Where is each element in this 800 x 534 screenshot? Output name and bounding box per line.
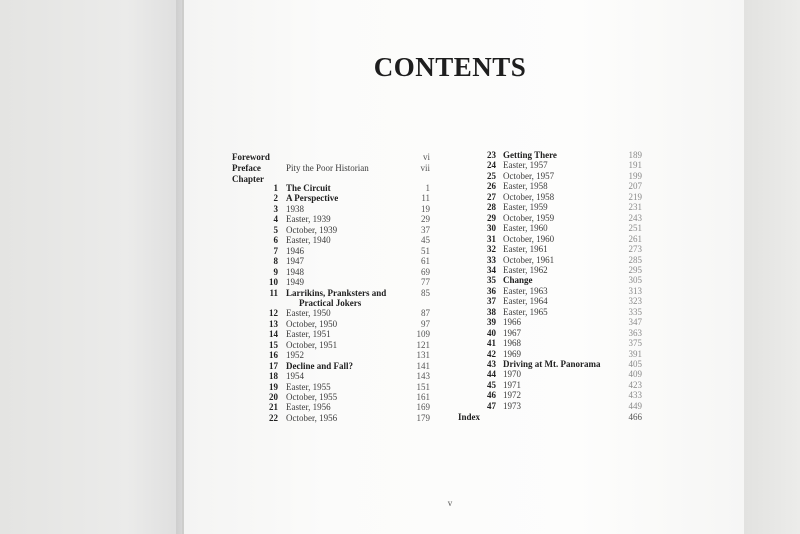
toc-page-number: vi [422, 152, 430, 162]
page-edge [744, 0, 800, 534]
toc-page-number: 29 [421, 214, 430, 225]
toc-page-number: 449 [628, 400, 642, 411]
chapter-title: Easter, 1955 [286, 381, 331, 392]
left-page [0, 0, 182, 534]
toc-page-number: 243 [628, 212, 642, 223]
chapter-title: Easter, 1964 [503, 296, 548, 307]
toc-page-number: 161 [416, 392, 430, 402]
chapter-title: October, 1957 [503, 170, 555, 181]
chapter-number: 42 [487, 348, 496, 359]
chapter-number: 15 [269, 339, 278, 350]
chapter-title: Larrikins, Pranksters and [286, 287, 387, 298]
chapter-title: 1949 [286, 277, 304, 288]
chapter-title: Decline and Fall? [286, 360, 353, 371]
chapter-number: 3 [273, 203, 278, 214]
chapter-number: 45 [487, 379, 496, 390]
chapter-number: 36 [487, 285, 496, 296]
chapter-number: 14 [269, 329, 278, 340]
chapter-title: October, 1961 [503, 254, 555, 265]
chapter-number: 40 [487, 327, 496, 338]
chapter-title: October, 1950 [286, 318, 338, 329]
toc-label: Foreword [232, 152, 270, 162]
toc-label: Preface [232, 163, 261, 173]
toc-page-number: 191 [628, 160, 642, 171]
toc-page-number: 85 [421, 287, 430, 298]
chapter-number: 9 [273, 266, 278, 277]
chapter-title: A Perspective [286, 193, 339, 204]
chapter-number: 30 [487, 223, 496, 234]
chapter-title: Easter, 1957 [503, 160, 548, 171]
chapter-number: 4 [273, 214, 278, 225]
toc-page-number: 347 [628, 317, 642, 328]
toc-page-number: 19 [421, 203, 430, 214]
chapter-number: 46 [487, 390, 496, 401]
chapter-number: 17 [269, 360, 278, 371]
chapter-title: 1967 [503, 327, 521, 338]
chapter-title: 1954 [286, 371, 304, 382]
toc-page-number: 87 [421, 308, 430, 319]
chapter-number: 37 [487, 296, 496, 307]
chapter-number: 23 [487, 150, 496, 160]
chapter-title: Easter, 1951 [286, 329, 331, 340]
chapter-number: 43 [487, 359, 496, 369]
toc-page-number: 131 [416, 350, 430, 361]
toc-page-number: 251 [628, 223, 642, 234]
toc-page-number: 69 [421, 266, 430, 277]
chapter-number: 12 [269, 308, 278, 319]
toc-page-number: 423 [628, 379, 642, 390]
chapter-number: 33 [487, 254, 496, 265]
toc-page-number: 199 [628, 170, 642, 181]
chapter-title: 1969 [503, 348, 521, 359]
toc-page-number: 77 [421, 277, 430, 288]
toc-page-number: 189 [628, 150, 642, 160]
chapter-number: 38 [487, 306, 496, 317]
toc-page-number: 219 [628, 191, 642, 202]
toc-page-number: 466 [628, 412, 642, 422]
toc-page-number: 121 [416, 339, 430, 350]
toc-page-number: 169 [416, 402, 430, 413]
folio-page-number: v [447, 498, 453, 508]
toc-page-number: 273 [628, 244, 642, 255]
chapter-title: Easter, 1950 [286, 308, 331, 319]
toc-page-number: 313 [628, 285, 642, 296]
toc-page-number: 207 [628, 181, 642, 192]
chapter-number: 2 [273, 193, 278, 204]
chapter-title: Getting There [503, 150, 557, 160]
toc-page-number: 231 [628, 202, 642, 213]
chapter-title-continued: Practical Jokers [299, 297, 362, 308]
toc-label: Index [458, 412, 481, 422]
toc-page-number: 141 [416, 360, 430, 371]
chapter-title: 1970 [503, 369, 521, 380]
chapter-number: 8 [273, 256, 278, 267]
chapter-title: 1952 [286, 350, 304, 361]
toc-page-number: 45 [421, 235, 430, 246]
toc-page-number: 51 [421, 245, 430, 256]
chapter-number: 34 [487, 264, 496, 275]
toc-page-number: vii [420, 163, 430, 173]
chapter-title: 1938 [286, 203, 304, 214]
chapter-number: 28 [487, 202, 496, 213]
toc-page-number: 409 [628, 369, 642, 380]
chapter-number: 7 [273, 245, 278, 256]
chapter-title: Change [503, 275, 533, 286]
chapter-number: 26 [487, 181, 496, 192]
toc-page-number: 295 [628, 264, 642, 275]
toc-page-number: 305 [628, 275, 642, 286]
chapter-number: 1 [273, 183, 278, 193]
toc-page-number: 335 [628, 306, 642, 317]
chapter-title: 1948 [286, 266, 304, 277]
chapter-title: October, 1956 [286, 412, 338, 423]
chapter-number: 6 [273, 235, 278, 246]
chapter-number: 21 [269, 402, 278, 413]
chapter-number: 41 [487, 338, 496, 349]
chapter-title: Easter, 1939 [286, 214, 331, 225]
toc-page-number: 37 [421, 224, 430, 235]
chapter-number: 29 [487, 212, 496, 223]
chapter-title: The Circuit [286, 183, 331, 193]
chapter-number: 32 [487, 244, 496, 255]
toc-title: Pity the Poor Historian [286, 163, 369, 173]
chapter-number: 16 [269, 350, 278, 361]
chapter-title: October, 1959 [503, 212, 555, 223]
chapter-title: Easter, 1960 [503, 223, 548, 234]
chapter-title: 1968 [503, 338, 521, 349]
toc-page-number: 11 [421, 193, 430, 204]
chapter-number: 44 [487, 369, 496, 380]
toc-page-number: 109 [416, 329, 430, 340]
toc-page-number: 433 [628, 390, 642, 401]
toc-page-number: 151 [416, 381, 430, 392]
toc-page-number: 1 [425, 183, 430, 193]
chapter-title: Easter, 1965 [503, 306, 548, 317]
chapter-title: 1947 [286, 256, 304, 267]
chapter-title: Easter, 1962 [503, 264, 548, 275]
chapter-title: October, 1958 [503, 191, 555, 202]
chapter-title: Easter, 1940 [286, 235, 331, 246]
chapter-title: 1972 [503, 390, 521, 401]
chapter-title: Easter, 1963 [503, 285, 548, 296]
chapter-title: Easter, 1958 [503, 181, 548, 192]
chapter-number: 24 [487, 160, 496, 171]
chapter-number: 5 [273, 224, 278, 235]
chapter-number: 39 [487, 317, 496, 328]
chapter-title: October, 1951 [286, 339, 338, 350]
chapter-number: 27 [487, 191, 496, 202]
toc-page-number: 285 [628, 254, 642, 265]
chapter-title: Easter, 1959 [503, 202, 548, 213]
chapter-number: 35 [487, 275, 496, 286]
chapter-title: 1971 [503, 379, 521, 390]
chapter-title: October, 1939 [286, 224, 338, 235]
toc-page-number: 179 [416, 412, 430, 423]
chapter-number: 18 [269, 371, 278, 382]
chapter-number: 31 [487, 233, 496, 244]
chapter-title: Driving at Mt. Panorama [503, 359, 601, 369]
chapter-title: 1973 [503, 400, 521, 411]
toc-page-number: 143 [416, 371, 430, 382]
toc-page-number: 323 [628, 296, 642, 307]
chapter-number: 47 [487, 400, 496, 411]
chapter-title: October, 1955 [286, 392, 338, 402]
toc-label: Chapter [232, 174, 264, 184]
chapter-title: 1966 [503, 317, 521, 328]
chapter-number: 25 [487, 170, 496, 181]
chapter-number: 11 [269, 287, 278, 298]
chapter-number: 20 [269, 392, 278, 402]
chapter-title: Easter, 1961 [503, 244, 548, 255]
chapter-title: Easter, 1956 [286, 402, 331, 413]
toc-page-number: 391 [628, 348, 642, 359]
chapter-title: October, 1960 [503, 233, 555, 244]
toc-page-number: 405 [628, 359, 642, 369]
toc-page-number: 375 [628, 338, 642, 349]
toc-page-number: 61 [421, 256, 430, 267]
chapter-number: 13 [269, 318, 278, 329]
chapter-number: 22 [269, 412, 278, 423]
page-title: CONTENTS [373, 52, 527, 82]
toc-page-number: 261 [628, 233, 642, 244]
chapter-number: 10 [269, 277, 278, 288]
toc-page-number: 363 [628, 327, 642, 338]
toc-page-number: 97 [421, 318, 430, 329]
chapter-number: 19 [269, 381, 278, 392]
chapter-title: 1946 [286, 245, 304, 256]
